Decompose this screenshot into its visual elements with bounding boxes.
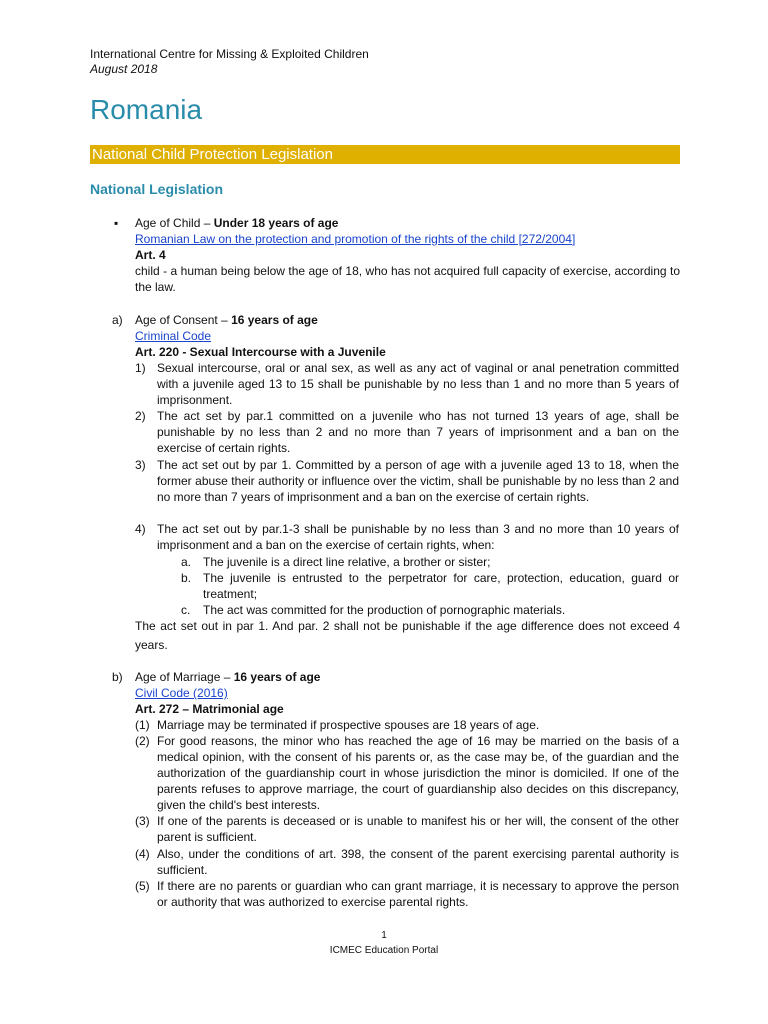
item1-lead — [135, 215, 680, 231]
item-age-of-consent — [135, 312, 680, 360]
item3-point3-text: If one of the parents is deceased or is unable to manifest his or her will, the consent of the other parent is sufficient. — [157, 814, 679, 844]
item2-lead-text: Age of Consent – — [135, 313, 228, 327]
item2-link[interactable]: Criminal Code — [135, 329, 212, 343]
item3-article: Art. 272 – Matrimonial age — [135, 702, 284, 716]
item2-lead — [135, 312, 680, 328]
item2-sub-a-marker: a. — [181, 555, 192, 569]
item2-point1-text: Sexual intercourse, oral or anal sex, as well as any act of vaginal or anal penetration committed with a juvenile aged 13 to 15 shall be punishable by no less than 1 and no more than 5 years of imprisonment. — [157, 361, 679, 407]
item2-point3-marker: 3) — [135, 458, 146, 472]
item3-point1-text: Marriage may be terminated if prospective spouses are 18 years of age. — [157, 718, 540, 732]
page-title: Romania — [90, 94, 203, 125]
subheading: National Legislation — [90, 181, 224, 197]
item3-point2-marker: (2) — [135, 734, 150, 748]
item2-sub-c-text: The act was committed for the production of pornographic materials. — [203, 603, 566, 617]
item2-point4-marker: 4) — [135, 522, 146, 536]
item2-sub-b-text: The juvenile is entrusted to the perpetrator for care, protection, education, guard or treatment; — [203, 571, 679, 601]
item3-point3-marker: (3) — [135, 814, 150, 828]
header-date: August 2018 — [90, 62, 158, 76]
item2-point3-text: The act set out by par 1. Committed by a person of age with a juvenile aged 13 to 18, when the former abuse their authority or influence over the victim, shall be punishable by no less than 2 and no more than 7 years of imprisonment and a ban on the exercise of certain rights. — [157, 458, 679, 504]
item3-point4-text: Also, under the conditions of art. 398, the consent of the parent exercising parental authority is sufficient. — [157, 847, 679, 877]
item2-point4-text: The act set out by par.1-3 shall be punishable by no less than 3 and no more than 10 years of imprisonment and a ban on the exercise of certain rights, when: — [157, 522, 679, 552]
item-age-of-child — [135, 215, 680, 295]
page-header — [90, 47, 369, 77]
item2-point2-text: The act set by par.1 committed on a juvenile who has not turned 13 years of age, shall be punishable by no less than 2 and no more than 7 years of imprisonment and a ban on the exercise of certain rights. — [157, 409, 679, 455]
bullet-square-icon: ▪ — [114, 216, 119, 230]
footer-portal: ICMEC Education Portal — [329, 945, 439, 956]
item2-point2-marker: 2) — [135, 409, 146, 423]
item3-point4-marker: (4) — [135, 847, 150, 861]
item1-link[interactable]: Romanian Law on the protection and promotion of the rights of the child [272/2004] — [135, 232, 576, 246]
item2-sub-a-text: The juvenile is a direct line relative, a brother or sister; — [203, 555, 491, 569]
page-number: 1 — [381, 930, 387, 941]
item1-lead-value: Under 18 years of age — [213, 216, 339, 230]
item2-sub-c-marker: c. — [181, 603, 191, 617]
section-band-label: National Child Protection Legislation — [92, 146, 333, 163]
item3-lead-text: Age of Marriage – — [135, 670, 231, 684]
item3-point5-text: If there are no parents or guardian who can grant marriage, it is necessary to approve the person or authority that was authorized to exercise parental rights. — [157, 879, 679, 909]
item1-lead-text: Age of Child – — [135, 216, 211, 230]
item-age-of-marriage — [135, 669, 680, 717]
item3-point2-text: For good reasons, the minor who has reached the age of 16 may be married on the basis of a medical opinion, with the consent of his parents or, as the case may be, of the guardian and the authorization of the guardianship court in whose jurisdiction the minor is domiciled. If one of the parents refuses to approve marriage, the court of guardianship also decides on this discrepancy, given the child's best interests. — [157, 734, 679, 812]
item3-lead-value: 16 years of age — [233, 670, 321, 684]
item3-lead — [135, 669, 680, 685]
item2-sub-b-marker: b. — [181, 571, 192, 585]
section-band — [90, 145, 680, 164]
item3-point1-marker: (1) — [135, 718, 150, 732]
item2-point1-marker: 1) — [135, 361, 146, 375]
item3-marker: b) — [112, 670, 123, 684]
item1-definition: child - a human being below the age of 18, who has not acquired full capacity of exercise, according to the law. — [135, 264, 680, 294]
item3-link[interactable]: Civil Code (2016) — [135, 686, 228, 700]
header-org: International Centre for Missing & Exploited Children — [90, 47, 369, 61]
item2-article: Art. 220 - Sexual Intercourse with a Juvenile — [135, 345, 386, 359]
item2-closing: The act set out in par 1. And par. 2 shall not be punishable if the age difference does not exceed 4 years. — [135, 619, 680, 652]
item3-point5-marker: (5) — [135, 879, 150, 893]
item2-marker: a) — [112, 313, 123, 327]
item1-article: Art. 4 — [135, 248, 166, 262]
item2-lead-value: 16 years of age — [231, 313, 318, 327]
